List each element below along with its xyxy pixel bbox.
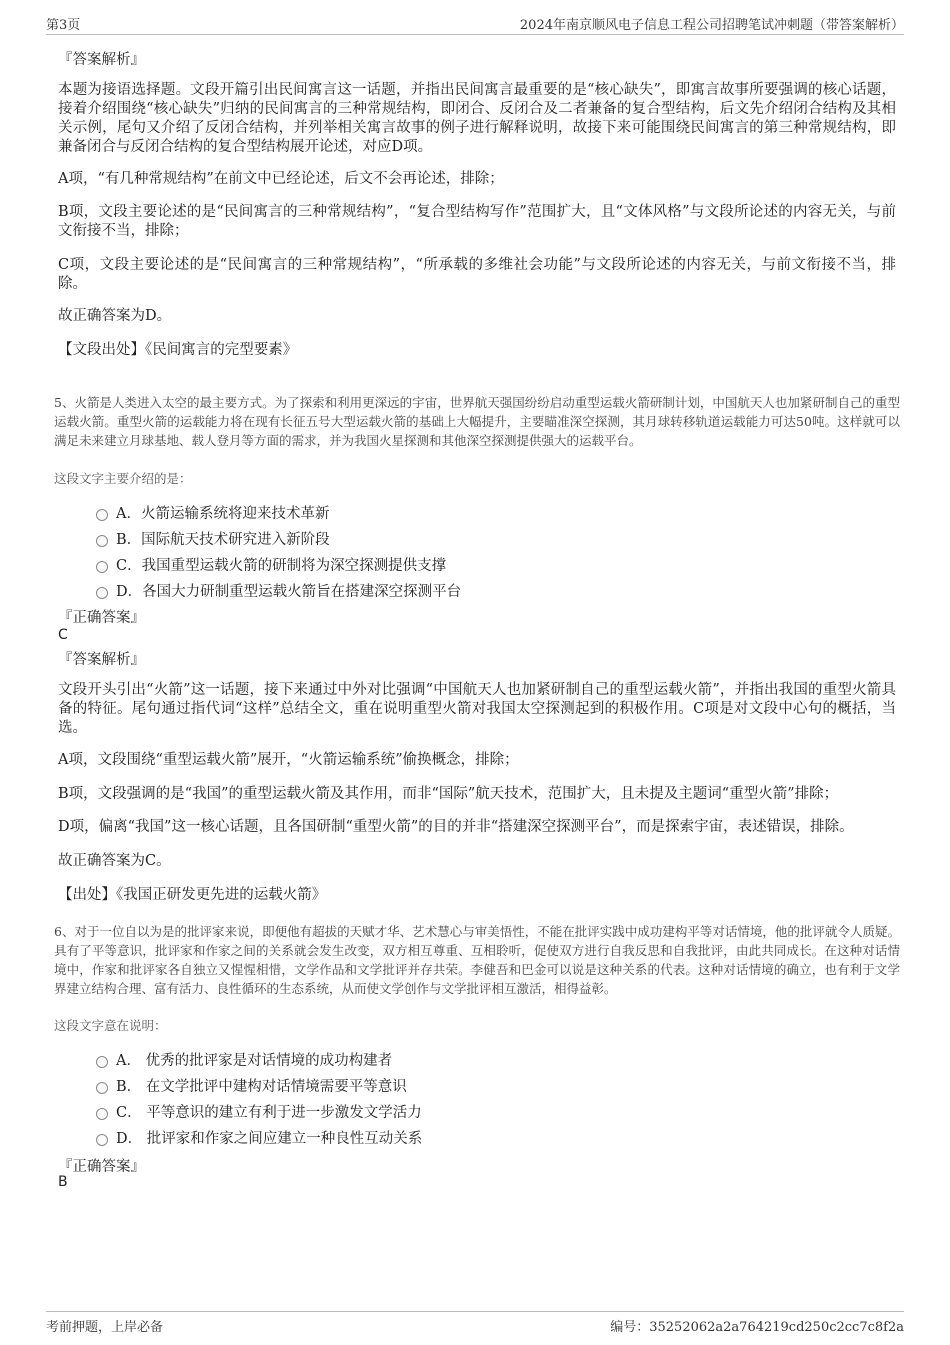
source-citation: 【出处】《我国正研发更先进的运载火箭》	[58, 887, 327, 903]
question-6-option-d[interactable]	[96, 1127, 422, 1148]
option-label: D． 批评家和作家之间应建立一种良性互动关系	[116, 1131, 423, 1147]
analysis-option-b: B项，文段主要论述的是“民间寓言的三种常规结构”，“复合型结构写作”范围扩大，且“文体风格”与文段所论述的内容无关，与前文衔接不当，排除；	[58, 204, 896, 239]
analysis-option-a: A项，文段围绕“重型运载火箭”展开，“火箭运输系统”偷换概念，排除；	[58, 752, 519, 768]
correct-answer-tag: 『正确答案』	[58, 1159, 145, 1175]
question-6-text: 6、对于一位自以为是的批评家来说，即便他有超拔的天赋才华、艺术慧心与审美悟性，不能在批评实践中成功建构平等对话情境，他的批评就令人质疑。具有了平等意识，批评家和作家之间的关系就会发生改变，双方相互尊重、互相聆听，促使双方进行自我反思和自我批评，由此共同成长。在这种对话情境中，作家和批评家各自独立又惺惺相惜，文学作品和文学批评并存共荣。李健吾和巴金可以说是这种关系的代表。这种对话情境的确立，也有利于文学界建立结构合理、富有活力、良性循环的生态系统，从而使文学创作与文学批评相互激活，相得益彰。	[54, 924, 900, 996]
analysis-tag: 『答案解析』	[58, 652, 145, 668]
question-5-option-b[interactable]	[96, 528, 330, 549]
question-5-option-a[interactable]	[96, 502, 329, 523]
radio-icon[interactable]	[96, 561, 108, 573]
question-5-option-d[interactable]	[96, 580, 461, 601]
correct-answer: B	[58, 1174, 68, 1190]
page-number: 第3页	[46, 18, 81, 33]
option-label: B． 在文学批评中建构对话情境需要平等意识	[116, 1079, 407, 1095]
document-title: 2024年南京顺风电子信息工程公司招聘笔试冲刺题（带答案解析）	[519, 18, 904, 33]
conclusion: 故正确答案为D。	[58, 308, 172, 324]
question-5-text: 5、火箭是人类进入太空的最主要方式。为了探索和利用更深远的宇宙，世界航天强国纷纷启动重型运载火箭研制计划，中国航天人也加紧研制自己的重型运载火箭。重型火箭的运载能力将在现有长征五号大型运载火箭的基础上大幅提升，主要瞄准深空探测，其月球转移轨道运载能力可达50吨。这样就可以满足未来建立月球基地、载人登月等方面的需求，并为我国火星探测和其他深空探测提供强大的运载平台。	[54, 395, 900, 448]
analysis-option-c: C项，文段主要论述的是“民间寓言的三种常规结构”，“所承载的多维社会功能”与文段所论述的内容无关，与前文衔接不当，排除。	[58, 257, 896, 292]
analysis-option-a: A项，“有几种常规结构”在前文中已经论述，后文不会再论述，排除；	[58, 171, 504, 187]
question-6-option-a[interactable]	[96, 1049, 392, 1070]
analysis-paragraph: 文段开头引出“火箭”这一话题，接下来通过中外对比强调“中国航天人也加紧研制自己的重型运载火箭”，并指出我国的重型火箭具备的特征。尾句通过指代词“这样”总结全文，重在说明重型火箭对我国太空探测起到的积极作用。C项是对文段中心句的概括，当选。	[58, 682, 896, 736]
option-label: D．各国大力研制重型运载火箭旨在搭建深空探测平台	[116, 584, 462, 600]
option-label: B．国际航天技术研究进入新阶段	[116, 532, 330, 548]
page-header	[46, 12, 904, 35]
analysis-option-d: D项，偏离“我国”这一核心话题，且各国研制“重型火箭”的目的并非“搭建深空探测平台”，而是探索宇宙，表述错误，排除。	[58, 819, 854, 835]
radio-icon[interactable]	[96, 587, 108, 599]
question-5-option-c[interactable]	[96, 554, 446, 575]
question-6-option-c[interactable]	[96, 1101, 422, 1122]
analysis-paragraph: 本题为接语选择题。文段开篇引出民间寓言这一话题，并指出民间寓言最重要的是“核心缺失”，即寓言故事所要强调的核心话题，接着介绍围绕“核心缺失”归纳的民间寓言的三种常规结构，即闭合、反闭合及二者兼备的复合型结构，后文先介绍闭合结构及其相关示例，尾句又介绍了反闭合结构，并列举相关寓言故事的例子进行解释说明，故接下来可能围绕民间寓言的第三种常规结构，即兼备闭合与反闭合结构的复合型结构展开论述，对应D项。	[58, 82, 896, 155]
footer-slogan: 考前押题，上岸必备	[46, 1320, 164, 1335]
question-5-prompt: 这段文字主要介绍的是：	[54, 471, 192, 486]
question-6-option-b[interactable]	[96, 1075, 407, 1096]
radio-icon[interactable]	[96, 1082, 108, 1094]
question-6-prompt: 这段文字意在说明：	[54, 1018, 167, 1033]
document-code: 编号：35252062a2a764219cd250c2cc7c8f2a	[610, 1320, 904, 1335]
option-label: C．我国重型运载火箭的研制将为深空探测提供支撑	[116, 558, 447, 574]
radio-icon[interactable]	[96, 1108, 108, 1120]
correct-answer: C	[58, 627, 68, 643]
radio-icon[interactable]	[96, 535, 108, 547]
radio-icon[interactable]	[96, 1134, 108, 1146]
conclusion: 故正确答案为C。	[58, 853, 171, 869]
option-label: A． 优秀的批评家是对话情境的成功构建者	[116, 1053, 393, 1069]
source-citation: 【文段出处】《民间寓言的完型要素》	[58, 342, 298, 358]
option-label: A．火箭运输系统将迎来技术革新	[116, 506, 330, 522]
radio-icon[interactable]	[96, 509, 108, 521]
analysis-option-b: B项，文段强调的是“我国”的重型运载火箭及其作用，而非“国际”航天技术，范围扩大，且未提及主题词“重型火箭”排除；	[58, 786, 839, 802]
page-footer	[46, 1311, 904, 1336]
radio-icon[interactable]	[96, 1056, 108, 1068]
option-label: C． 平等意识的建立有利于进一步激发文学活力	[116, 1105, 422, 1121]
correct-answer-tag: 『正确答案』	[58, 610, 145, 626]
analysis-tag: 『答案解析』	[58, 52, 145, 68]
